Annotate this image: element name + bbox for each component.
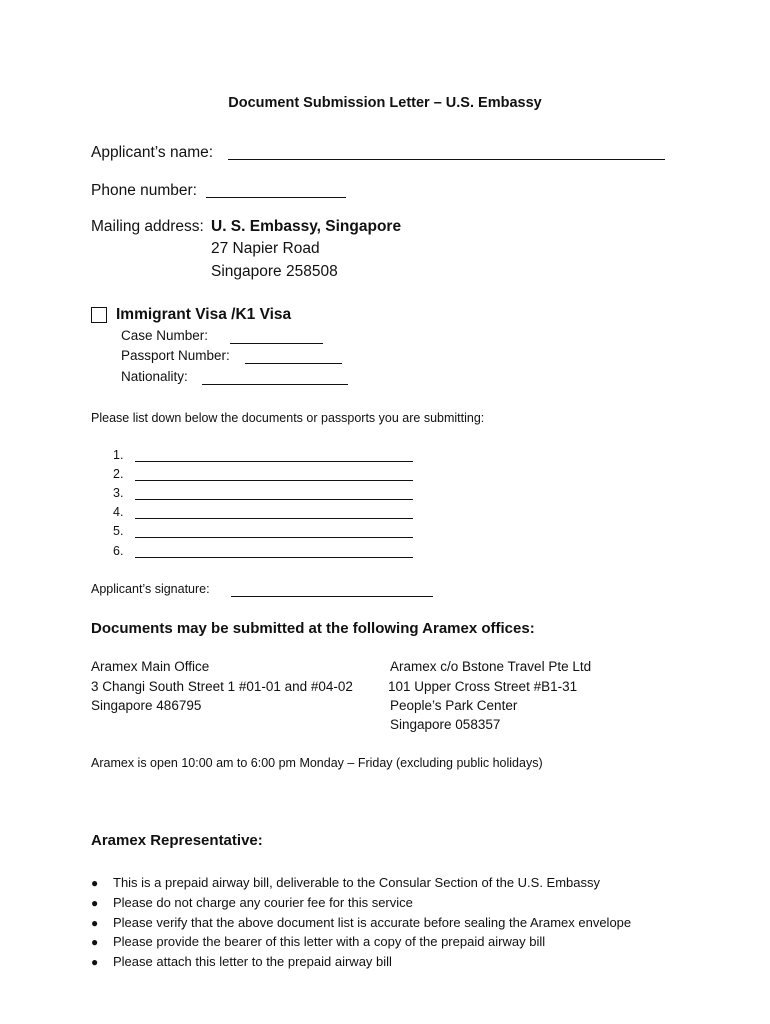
passport-number-field[interactable] — [245, 363, 342, 364]
office-right-line-4: Singapore 058357 — [390, 717, 501, 732]
document-line-5[interactable] — [113, 524, 413, 538]
document-line-4[interactable] — [113, 505, 413, 519]
document-line-6[interactable] — [113, 544, 413, 558]
office-right-line-1: Aramex c/o Bstone Travel Pte Ltd — [390, 659, 592, 674]
bullet-item-1: This is a prepaid airway bill, deliverable to the Consular Section of the U.S. Embassy — [113, 875, 601, 890]
mailing-line-3: Singapore 258508 — [211, 263, 338, 280]
bullet-icon: ● — [91, 955, 99, 969]
phone-field[interactable] — [206, 197, 346, 198]
document-entry-line[interactable] — [135, 545, 413, 558]
document-entry-line[interactable] — [135, 449, 413, 462]
list-number: 2. — [113, 467, 124, 481]
bullet-icon: ● — [91, 935, 99, 949]
phone-label: Phone number: — [91, 182, 197, 199]
bullet-icon: ● — [91, 876, 99, 890]
document-entry-line[interactable] — [135, 468, 413, 481]
mailing-line-1: U. S. Embassy, Singapore — [211, 218, 402, 235]
list-number: 5. — [113, 524, 124, 538]
document-entry-line[interactable] — [135, 487, 413, 500]
signature-field[interactable] — [231, 596, 433, 597]
bullet-item-5: Please attach this letter to the prepaid airway bill — [113, 954, 392, 969]
bullet-item-4: Please provide the bearer of this letter with a copy of the prepaid airway bill — [113, 934, 546, 949]
applicant-name-field[interactable] — [228, 159, 665, 160]
office-right-line-3: People’s Park Center — [390, 698, 518, 713]
office-right-line-2: 101 Upper Cross Street #B1-31 — [388, 679, 578, 694]
document-line-3[interactable] — [113, 486, 413, 500]
bullet-item-2: Please do not charge any courier fee for this service — [113, 895, 413, 910]
case-number-field[interactable] — [230, 343, 323, 344]
list-number: 6. — [113, 544, 124, 558]
documents-prompt: Please list down below the documents or passports you are submitting: — [91, 411, 485, 425]
mailing-line-2: 27 Napier Road — [211, 240, 320, 257]
page-title: Document Submission Letter – U.S. Embassy — [228, 95, 542, 111]
bullet-icon: ● — [91, 896, 99, 910]
office-left-line-3: Singapore 486795 — [91, 698, 202, 713]
office-left-line-2: 3 Changi South Street 1 #01-01 and #04-02 — [91, 679, 353, 694]
visa-option-label: Immigrant Visa /K1 Visa — [116, 306, 292, 323]
list-number: 3. — [113, 486, 124, 500]
bullet-item-3: Please verify that the above document list is accurate before sealing the Aramex envelope — [113, 915, 632, 930]
passport-number-label: Passport Number: — [121, 348, 230, 363]
signature-label: Applicant’s signature: — [91, 582, 210, 596]
opening-hours: Aramex is open 10:00 am to 6:00 pm Monday – Friday (excluding public holidays) — [91, 756, 543, 770]
document-line-2[interactable] — [113, 467, 413, 481]
visa-checkbox[interactable] — [91, 307, 107, 323]
applicant-name-label: Applicant’s name: — [91, 144, 214, 161]
document-entry-line[interactable] — [135, 525, 413, 538]
document-line-1[interactable] — [113, 448, 413, 462]
case-number-label: Case Number: — [121, 328, 209, 343]
document-entry-line[interactable] — [135, 506, 413, 519]
nationality-label: Nationality: — [121, 369, 188, 384]
bullet-icon: ● — [91, 916, 99, 930]
offices-heading: Documents may be submitted at the following Aramex offices: — [91, 620, 535, 637]
nationality-field[interactable] — [202, 384, 348, 385]
list-number: 4. — [113, 505, 124, 519]
list-number: 1. — [113, 448, 124, 462]
representative-heading: Aramex Representative: — [91, 832, 263, 849]
office-left-line-1: Aramex Main Office — [91, 659, 210, 674]
mailing-label: Mailing address: — [91, 218, 204, 235]
